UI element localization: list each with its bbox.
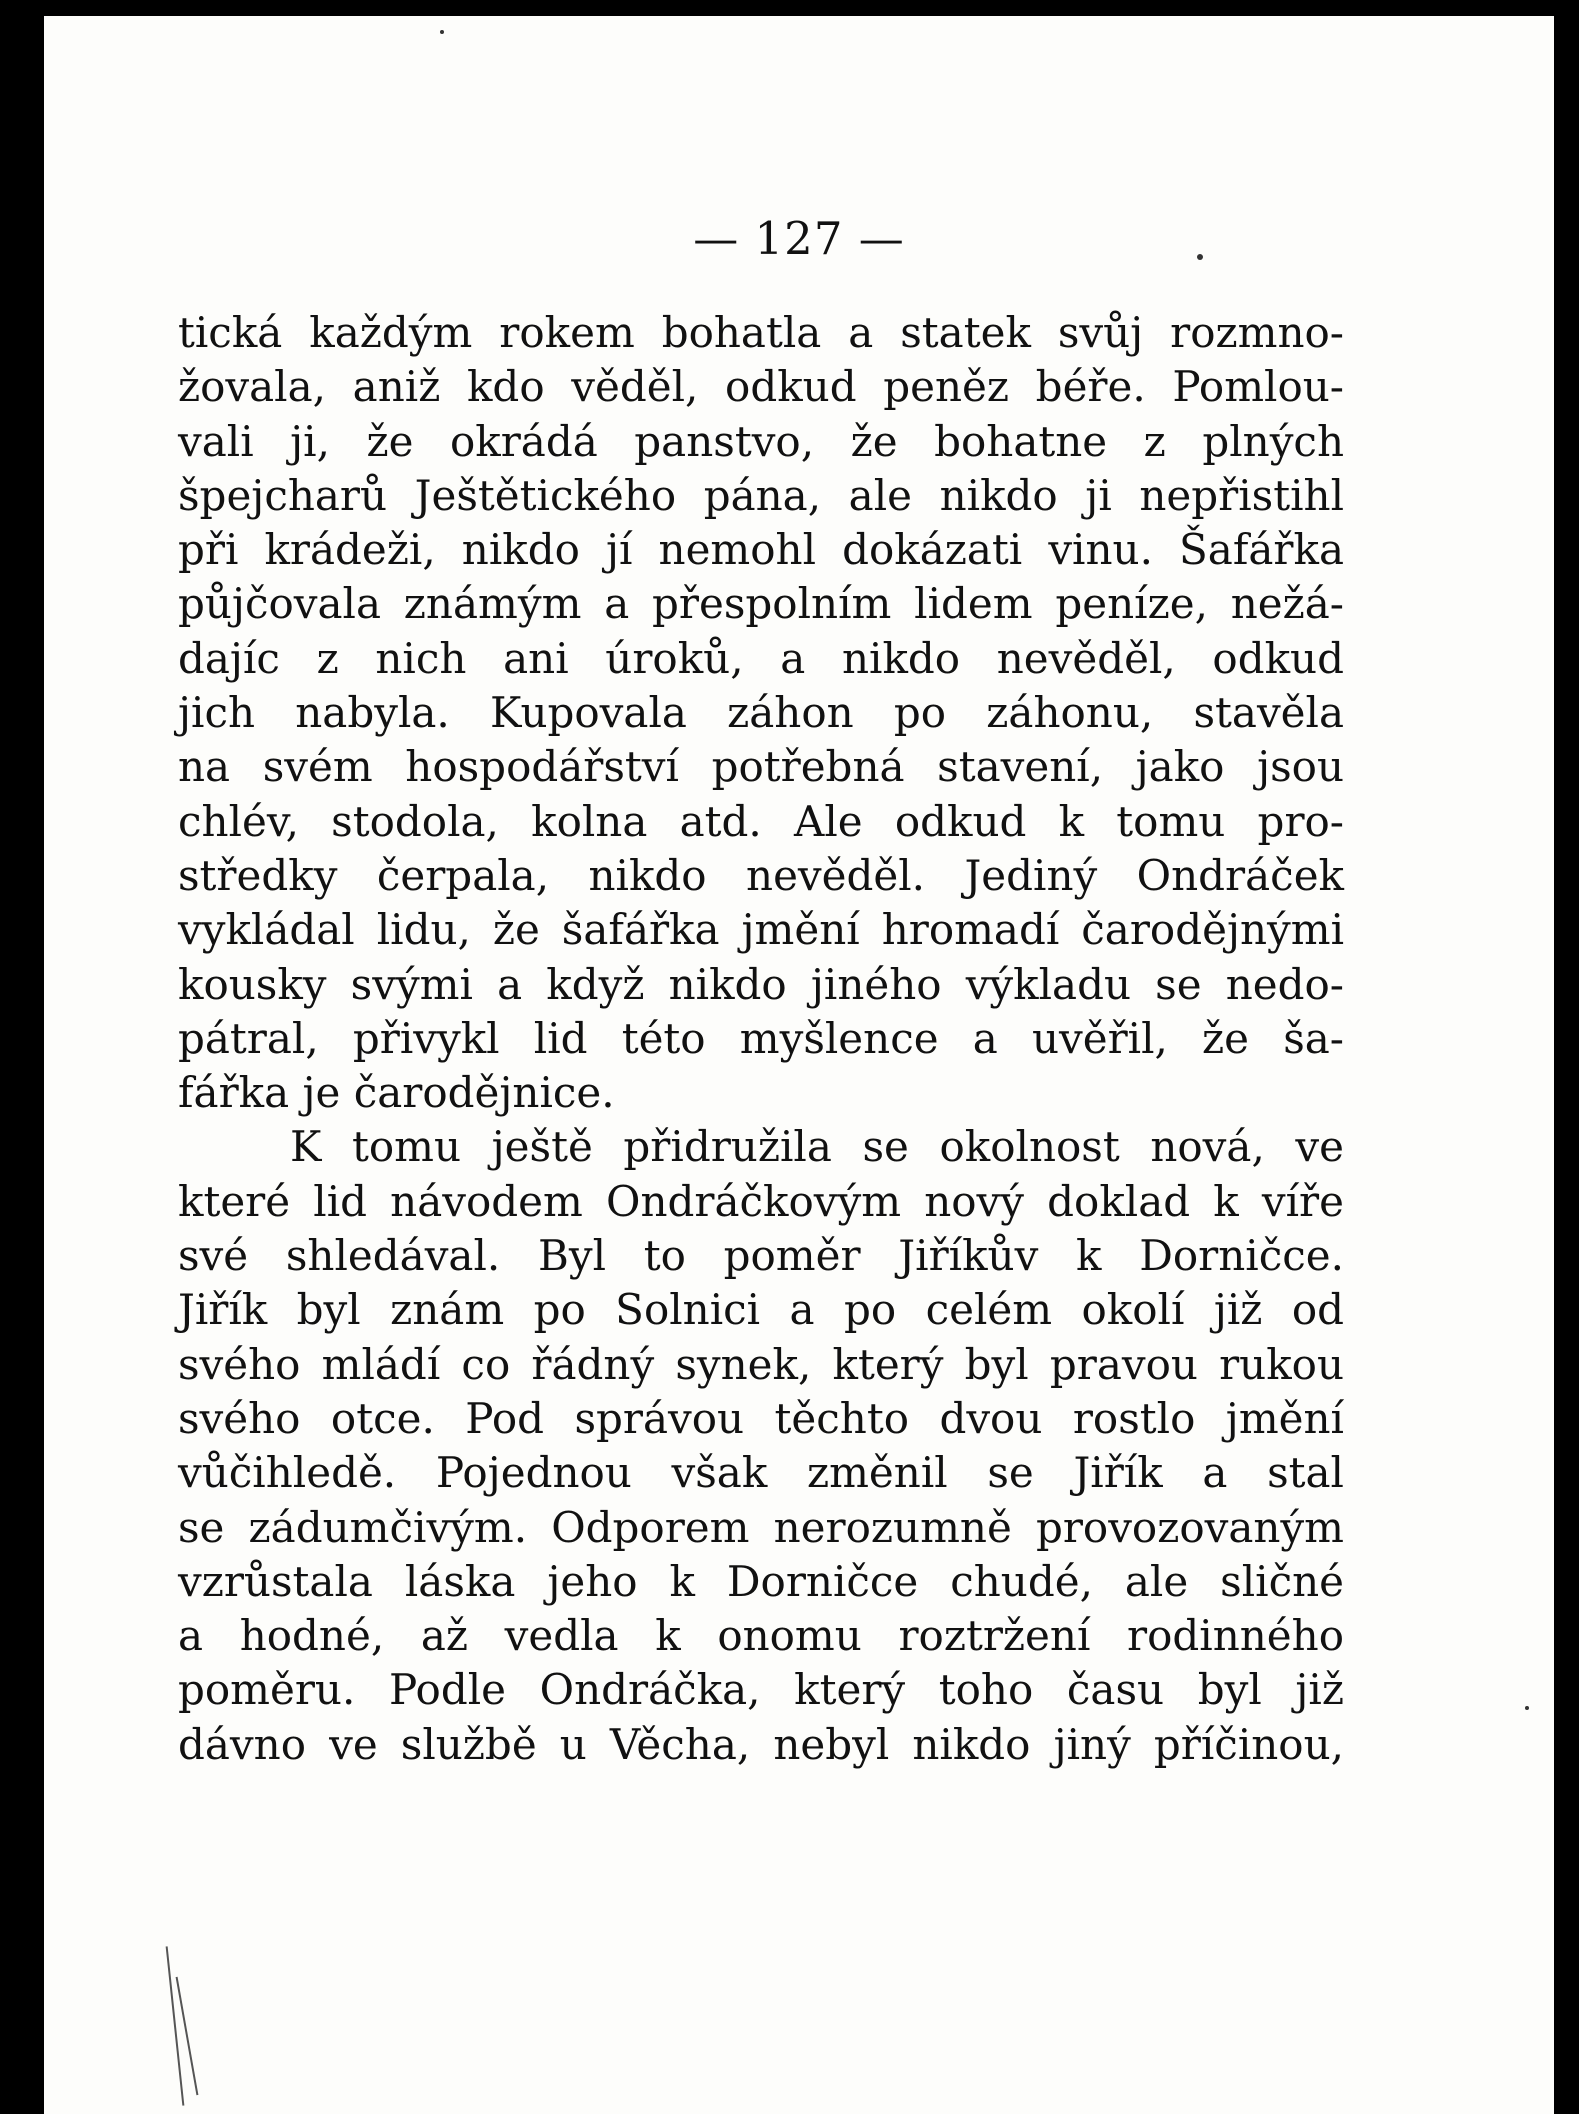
text-line: jich nabyla. Kupovala záhon po záhonu, stavěla bbox=[178, 688, 1344, 738]
text-line: středky čerpala, nikdo nevěděl. Jediný Ondráček bbox=[178, 850, 1344, 900]
text-line: a hodné, až vedla k onomu roztržení rodinného bbox=[178, 1611, 1344, 1661]
text-line: své shledával. Byl to poměr Jiříkův k Dorničce. bbox=[178, 1231, 1344, 1281]
text-line: špejcharů Ještětického pána, ale nikdo ji nepřistihl bbox=[178, 470, 1344, 520]
text-line: chlév, stodola, kolna atd. Ale odkud k tomu pro- bbox=[178, 796, 1344, 846]
text-line: kousky svými a když nikdo jiného výkladu se nedo- bbox=[178, 959, 1344, 1009]
text-line: svého otce. Pod správou těchto dvou rostlo jmění bbox=[178, 1393, 1344, 1443]
page-number: — 127 — bbox=[693, 212, 905, 265]
body-text bbox=[178, 306, 1344, 1772]
text-line: které lid návodem Ondráčkovým nový doklad k víře bbox=[178, 1176, 1344, 1226]
text-line: žovala, aniž kdo věděl, odkud peněz béře. Pomlou- bbox=[178, 362, 1344, 412]
text-line: dávno ve službě u Věcha, nebyl nikdo jiný příčinou, bbox=[178, 1719, 1344, 1769]
text-line: vykládal lidu, že šafářka jmění hromadí čarodějnými bbox=[178, 905, 1344, 955]
text-line: dajíc z nich ani úroků, a nikdo nevěděl, odkud bbox=[178, 633, 1344, 683]
text-line: vali ji, že okrádá panstvo, že bohatne z plných bbox=[178, 416, 1344, 466]
text-line: vůčihledě. Pojednou však změnil se Jiřík a stal bbox=[178, 1448, 1344, 1498]
scan-speck bbox=[1525, 1706, 1529, 1710]
text-line: svého mládí co řádný synek, který byl pravou rukou bbox=[178, 1339, 1344, 1389]
text-line: fářka je čarodějnice. bbox=[178, 1068, 615, 1118]
text-line: se zádumčivým. Odporem nerozumně provozovaným bbox=[178, 1502, 1344, 1552]
text-line: pátral, přivykl lid této myšlence a uvěřil, že ša- bbox=[178, 1013, 1344, 1063]
text-line: tická každým rokem bohatla a statek svůj rozmno- bbox=[178, 308, 1344, 357]
text-line: vzrůstala láska jeho k Dorničce chudé, ale sličné bbox=[178, 1556, 1344, 1606]
paragraph-start-line: K tomu ještě přidružila se okolnost nová, ve bbox=[290, 1122, 1344, 1172]
text-line: při krádeži, nikdo jí nemohl dokázati vinu. Šafářka bbox=[178, 525, 1344, 575]
text-line: půjčovala známým a přespolním lidem peníze, nežá- bbox=[178, 579, 1344, 629]
text-line: poměru. Podle Ondráčka, který toho času byl již bbox=[178, 1665, 1344, 1715]
text-line: na svém hospodářství potřebná stavení, jako jsou bbox=[178, 742, 1344, 792]
scan-speck bbox=[1197, 254, 1203, 260]
book-page bbox=[44, 16, 1554, 2114]
scan-speck bbox=[440, 30, 444, 34]
text-line: Jiřík byl znám po Solnici a po celém okolí již od bbox=[178, 1285, 1344, 1335]
scan-scratch bbox=[166, 1946, 185, 2105]
